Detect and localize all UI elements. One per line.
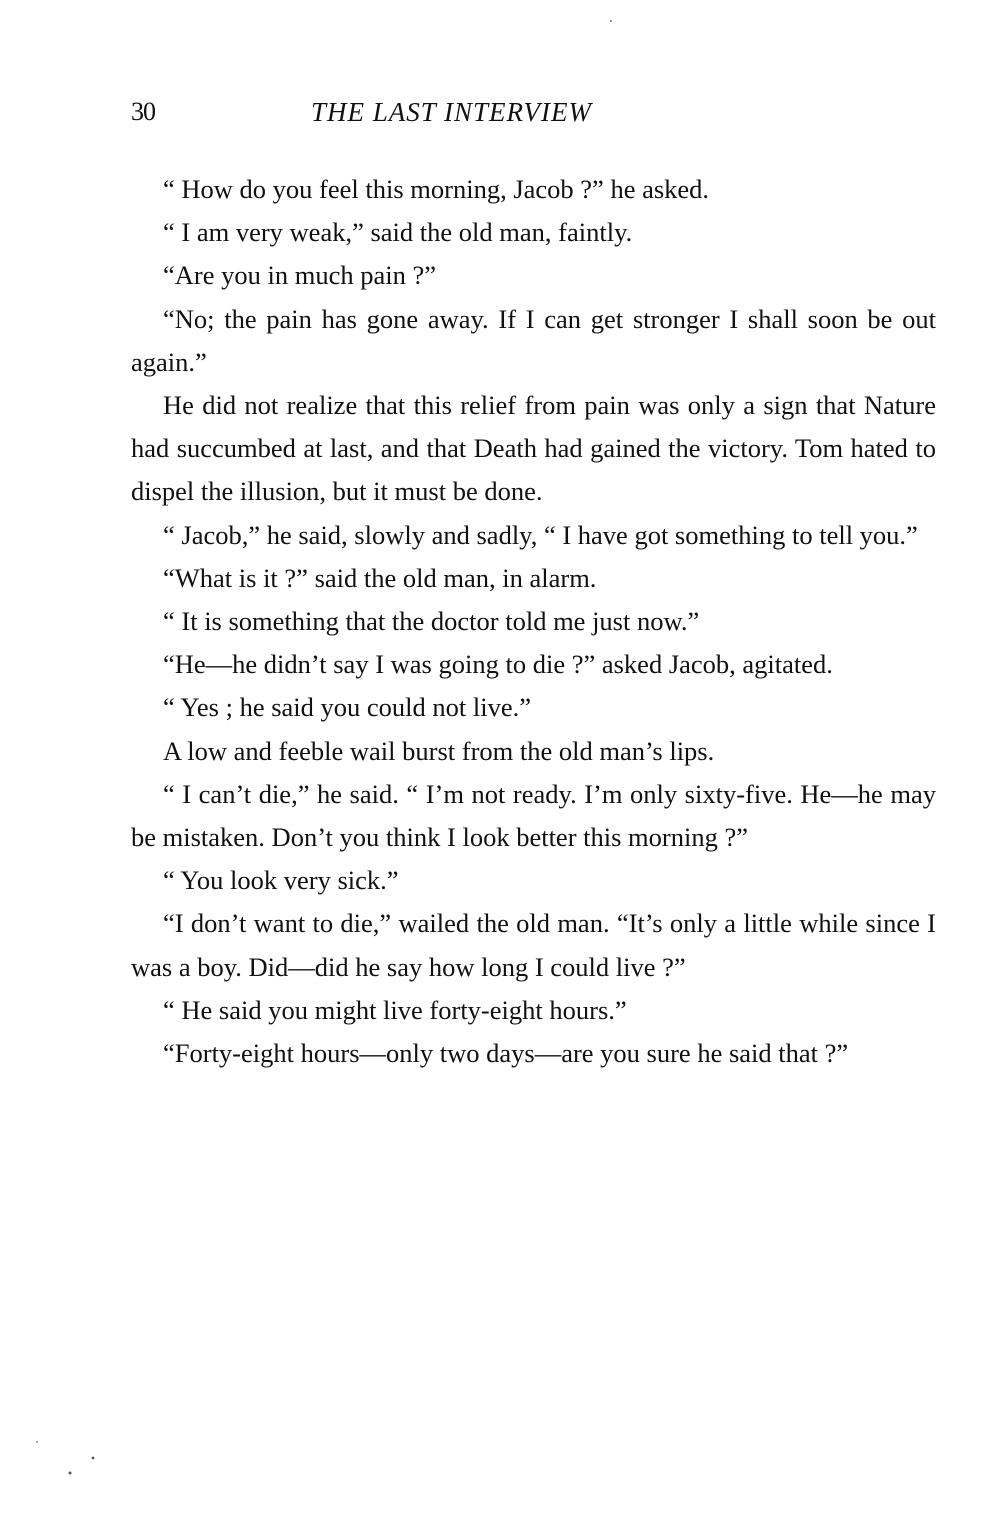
paragraph: “Are you in much pain ?”: [163, 260, 436, 291]
page-number: 30: [131, 97, 155, 126]
paragraph: He did not realize that this relief from pain was only a sign that Nature had succumbed at last, and that Death had gained the victory. Tom hated to dispel the illusion, but it must be done.: [131, 390, 936, 507]
paragraph: “ He said you might live forty-eight hours.”: [163, 994, 627, 1025]
paragraph: “ I can’t die,” he said. “ I’m not ready. I’m only sixty-five. He—he may be mistaken. Don’t you think I look better this morning ?”: [131, 778, 936, 853]
paragraph: “ Yes ; he said you could not live.”: [163, 692, 532, 723]
paragraph: “He—he didn’t say I was going to die ?” asked Jacob, agitated.: [163, 649, 833, 680]
paragraph: “ I am very weak,” said the old man, faintly.: [163, 217, 633, 248]
paragraph: “No; the pain has gone away. If I can get stronger I shall soon be out again.”: [131, 303, 936, 377]
paragraph: “ How do you feel this morning, Jacob ?” he asked.: [163, 174, 710, 204]
scan-speck: [36, 1441, 38, 1443]
scan-speck: [69, 1472, 72, 1475]
paragraph: “ You look very sick.”: [163, 865, 399, 896]
page-header: [131, 92, 936, 132]
paragraph: “What is it ?” said the old man, in alarm.: [163, 562, 597, 593]
paragraph: “ Jacob,” he said, slowly and sadly, “ I have got something to tell you.”: [163, 519, 918, 550]
paragraph: “I don’t want to die,” wailed the old man. “It’s only a little while since I was a boy. Did—did he say how long I could live ?”: [131, 908, 936, 982]
paragraph: A low and feeble wail burst from the old man’s lips.: [163, 735, 715, 766]
scan-speck: [92, 1457, 95, 1460]
paragraph: “Forty-eight hours—only two days—are you sure he said that ?”: [163, 1038, 849, 1069]
running-title: THE LAST INTERVIEW: [311, 97, 593, 127]
body-text: [131, 168, 936, 1075]
paragraph: “ It is something that the doctor told me just now.”: [163, 606, 700, 637]
scan-speck: [610, 20, 612, 22]
